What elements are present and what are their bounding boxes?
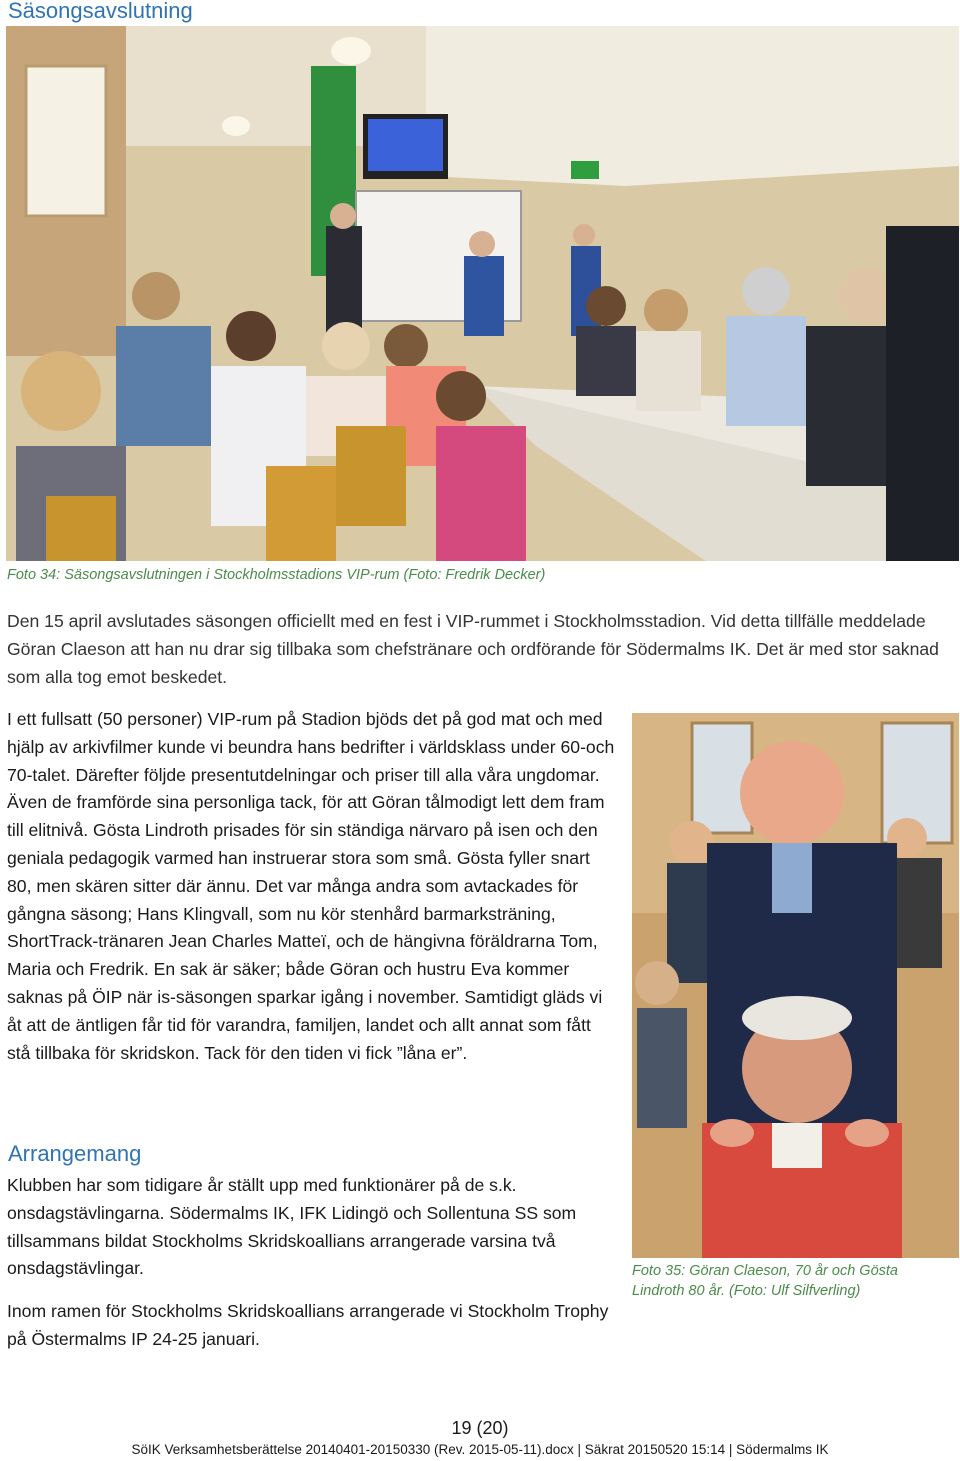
- photo2-caption: Foto 35: Göran Claeson, 70 år och Gösta Lindroth 80 år. (Foto: Ulf Silfverling): [632, 1263, 898, 1299]
- arrangemang-paragraph: Klubben har som tidigare år ställt upp med funktionärer på de s.k. onsdagstävlingarna. Södermalms IK, IFK Lidingö och Sollentuna SS som tillsammans bildat Stockholms Skridskoallians arrangerade varsina två onsdagstävlingar.: [7, 1175, 577, 1279]
- trophy-paragraph: Inom ramen för Stockholms Skridskoallians arrangerade vi Stockholm Trophy på Östermalms IP 24-25 januari.: [7, 1301, 609, 1349]
- body-paragraph: I ett fullsatt (50 personer) VIP-rum på Stadion bjöds det på god mat och med hjälp av arkivfilmer kunde vi beundra hans bedrifter i världsklass under 60-och 70-talet. Därefter följde presentutdelningar och priser till alla våra ungdomar. Även de framförde sina personliga tack, för att Göran tålmodigt lett dem fram till elitnivå. Gösta Lindroth prisades för sin ständiga närvaro på isen och den geniala pedagogik varmed han instruerar stora som små. Gösta fyller snart 80, men skären sitter där ännu. Det var många andra som avtackades för gångna säsong; Hans Klingvall, som nu kör stenhård barmarksträning, ShortTrack-tränaren Jean Charles Matteï, och de hängivna föräldrarna Tom, Maria och Fredrik. En sak är säker; både Göran och hustru Eva kommer saknas på ÖIP när is-säsongen sparkar igång i november. Samtidigt gläds vi åt att de äntligen får tid för varandra, familjen, landet och allt annat som fått stå tillbaka för skridskon. Tack för den tiden vi fick ”låna er”.: [7, 709, 615, 1063]
- intro-paragraph: Den 15 april avslutades säsongen officiellt med en fest i VIP-rummet i Stockholmsstadion. Vid detta tillfälle meddelade Göran Claeson att han nu drar sig tillbaka som chefstränare och ordförande för Södermalms IK. Det är med stor saknad som alla tog emot beskedet.: [7, 611, 939, 687]
- subsection-title: Arrangemang: [8, 1141, 142, 1166]
- section-title: Säsongsavslutning: [8, 0, 193, 23]
- portrait-photo: [632, 713, 959, 1258]
- document-footer: SöIK Verksamhetsberättelse 20140401-20150330 (Rev. 2015-05-11).docx | Säkrat 20150520 15:14 | Södermalms IK: [131, 1442, 829, 1457]
- page-number: 19 (20): [451, 1418, 509, 1438]
- photo1-caption: Foto 34: Säsongsavslutningen i Stockholmsstadions VIP-rum (Foto: Fredrik Decker): [7, 567, 546, 583]
- party-photo: [6, 26, 959, 561]
